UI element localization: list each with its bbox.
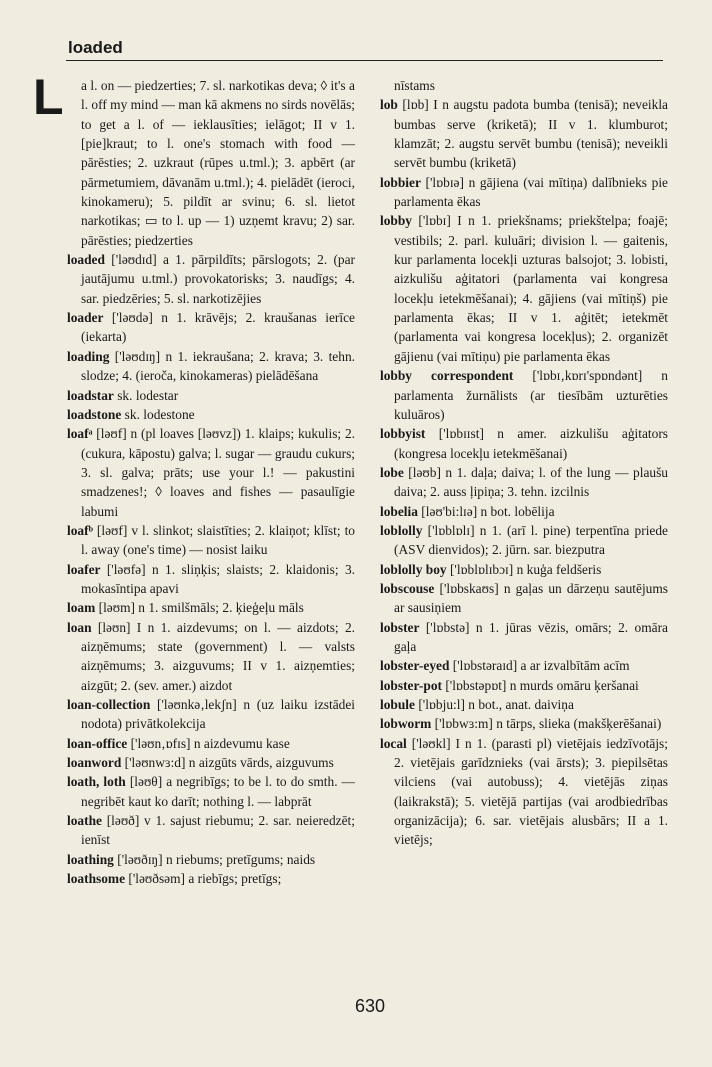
dictionary-entry: lobby ['lɒbɪ] I n 1. priekšnams; priekštelpa; foajē; vestibils; 2. parl. kuluāri; division l. — gaitenis, kur parlamenta locekļi uzturas balsojot; 3. lobisti, aizkulišu aģitatori (parlamenta vai kongresa locekļu ietekmēšanai); 4. gājiens (vai mītiņš) pie parlamenta ēkas; II v 1. aģitēt; ietekmēt (parlamenta vai kongresa locekļus); 2. organizēt gājienu (vai mītiņu) pie parlamenta ēkas <box>380 213 668 364</box>
dictionary-entry: loaded ['ləʊdɪd] a 1. pārpildīts; pārslogots; 2. (par jautājumu u.tml.) provokatorisks; 3. naudīgs; 4. sar. piedzēries; 5. sl. narkotizējies <box>67 252 355 306</box>
dictionary-entry: loafᵇ [ləʊf] v l. slinkot; slaistīties; 2. klaiņot; klīst; to l. away (one's time) — nosist laiku <box>67 522 355 558</box>
dictionary-entry: loblolly ['lɒblɒlɪ] n 1. (arī l. pine) terpentīna priede (ASV dienvidos); 2. jūrn. sar. biezputra <box>380 522 668 558</box>
dictionary-entry: loanword ['ləʊnwɜ:d] n aizgūts vārds, aizguvums <box>67 755 334 771</box>
dictionary-entry: local ['ləʊkl] I n 1. (parasti pl) vietējais iedzīvotājs; 2. vietējais garīdznieks (vai ārsts); 3. piepilsētas vilciens (vai autobuss); 4. vietējās ziņas (laikrakstā); 5. vietējā partijas (vai arodbiedrības organizācija); 6. sar. vietējais alusbārs; II a 1. vietējs; <box>380 735 668 848</box>
dictionary-entry: loathing ['ləʊðɪŋ] n riebums; pretīgums; naids <box>67 851 316 867</box>
dictionary-entry: lobscouse ['lɒbskaʊs] n gaļas un dārzeņu sautējums ar sausiņiem <box>380 580 668 616</box>
dictionary-entry: lobbier ['lɒbɪə] n gājiena (vai mītiņa) dalībnieks pie parlamenta ēkas <box>380 174 668 210</box>
dictionary-entry: loathsome ['ləʊðsəm] a riebīgs; pretīgs; <box>67 871 282 887</box>
dictionary-entry: loan [ləʊn] I n 1. aizdevums; on l. — aizdots; 2. aizņēmums; state (government) l. — valsts aizņēmums; 3. aizguvums; II v 1. aizņemties; aizgūt; 2. (sev. amer.) aizdot <box>67 619 355 693</box>
dictionary-entry: lobelia [ləʊ'bi:lɪə] n bot. lobēlija <box>380 503 555 519</box>
left-column <box>67 76 355 888</box>
dictionary-entry: loader ['ləʊdə] n 1. krāvējs; 2. kraušanas ierīce (iekarta) <box>67 310 355 345</box>
dictionary-entry: lobster-pot ['lɒbstəpɒt] n murds omāru ķeršanai <box>380 677 639 693</box>
dictionary-entry: loading ['ləʊdɪŋ] n 1. iekraušana; 2. krava; 3. tehn. slodze; 4. (ieroča, kinokameras) pielādēšana <box>67 348 355 384</box>
dictionary-entry: lobworm ['lɒbwɜ:m] n tārps, slieka (makšķerēšanai) <box>380 716 662 732</box>
dictionary-entry: lobster-eyed ['lɒbstəraɪd] a ar izvalbītām acīm <box>380 658 630 674</box>
dictionary-entry: nīstams <box>394 78 435 93</box>
dictionary-entry: loan-office ['ləʊn‚ɒfɪs] n aizdevumu kase <box>67 735 290 751</box>
dictionary-entry: loadstar sk. lodestar <box>67 387 179 403</box>
dictionary-entry: loblolly boy ['lɒblɒlɪbɔɪ] n kuģa feldšeris <box>380 561 602 577</box>
dictionary-entry: loathe [ləʊð] v 1. sajust riebumu; 2. sar. neieredzēt; ienīst <box>67 813 355 848</box>
right-column <box>380 76 668 850</box>
dictionary-entry: loan-collection ['ləʊnkə‚lekʃn] n (uz laiku izstādei nodota) privātkolekcija <box>67 697 355 732</box>
dictionary-entry: loam [ləʊm] n 1. smilšmāls; 2. ķieģeļu māls <box>67 600 304 616</box>
header-rule <box>66 60 663 61</box>
dictionary-entry: loafᵃ [ləʊf] n (pl loaves [ləʊvz]) 1. klaips; kukulis; 2. (cukura, kāpostu) galva; l. sugar — graudu cukurs; 3. sl. galva; prāts; use your l.! — pakustini smadzenes!; ◊ loaves and fishes — pasaulīgie labumi <box>67 426 355 519</box>
dictionary-entry: lobster ['lɒbstə] n 1. jūras vēzis, omārs; 2. omāra gaļa <box>380 619 668 654</box>
dictionary-entry: lobe [ləʊb] n 1. daļa; daiva; l. of the lung — plaušu daiva; 2. auss ļipiņa; 3. tehn. izcilnis <box>380 464 668 500</box>
dictionary-entry: lob [lɒb] I n augstu padota bumba (tenisā); neveikla bumbas serve (kriketā); II v 1. klumburot; klamzāt; 2. augstu servēt bumbu (tenisā); neveikli servēt bumbu (kriketā) <box>380 97 668 171</box>
dictionary-entry: lobby correspondent ['lɒbɪ‚kɒrɪ'spɒndənt] n parlamenta žurnālists (ar tiesībām uzturēties kuluāros) <box>380 368 668 422</box>
dictionary-entry: lobbyist ['lɒbɪɪst] n amer. aizkulišu aģitators (kongresa locekļu ietekmēšanai) <box>380 426 668 461</box>
dictionary-entry: loath, loth [ləʊθ] a negribīgs; to be l. to do smth. — negribēt kaut ko darīt; nothing l. — labprāt <box>67 774 355 809</box>
section-letter: L <box>33 69 64 125</box>
dictionary-entry: loafer ['ləʊfə] n 1. sliņķis; slaists; 2. klaidonis; 3. mokasīntipa apavi <box>67 561 355 596</box>
dictionary-entry: a l. on — piedzerties; 7. sl. narkotikas deva; ◊ it's a l. off my mind — man kā akmens no sirds novēlās; to get a l. of — ieklausīties; ielāgot; II v 1. [pie]kraut; to l. one's stomach with food — pārēsties; 2. uzkraut (rūpes u.tml.); 3. apbērt (ar pārmetumiem, dāvanām u.tml.); 4. pielādēt (ieroci, kinokameru); 5. pildīt ar svinu; 6. sl. lietot narkotikas; ▭ to l. up — 1) uzņemt kravu; 2) sar. pārēsties; piedzerties <box>81 78 355 248</box>
page-number: 630 <box>354 996 386 1016</box>
dictionary-entry: loadstone sk. lodestone <box>67 406 195 422</box>
running-header: loaded <box>68 38 123 57</box>
dictionary-entry: lobule ['lɒbju:l] n bot., anat. daiviņa <box>380 697 574 712</box>
